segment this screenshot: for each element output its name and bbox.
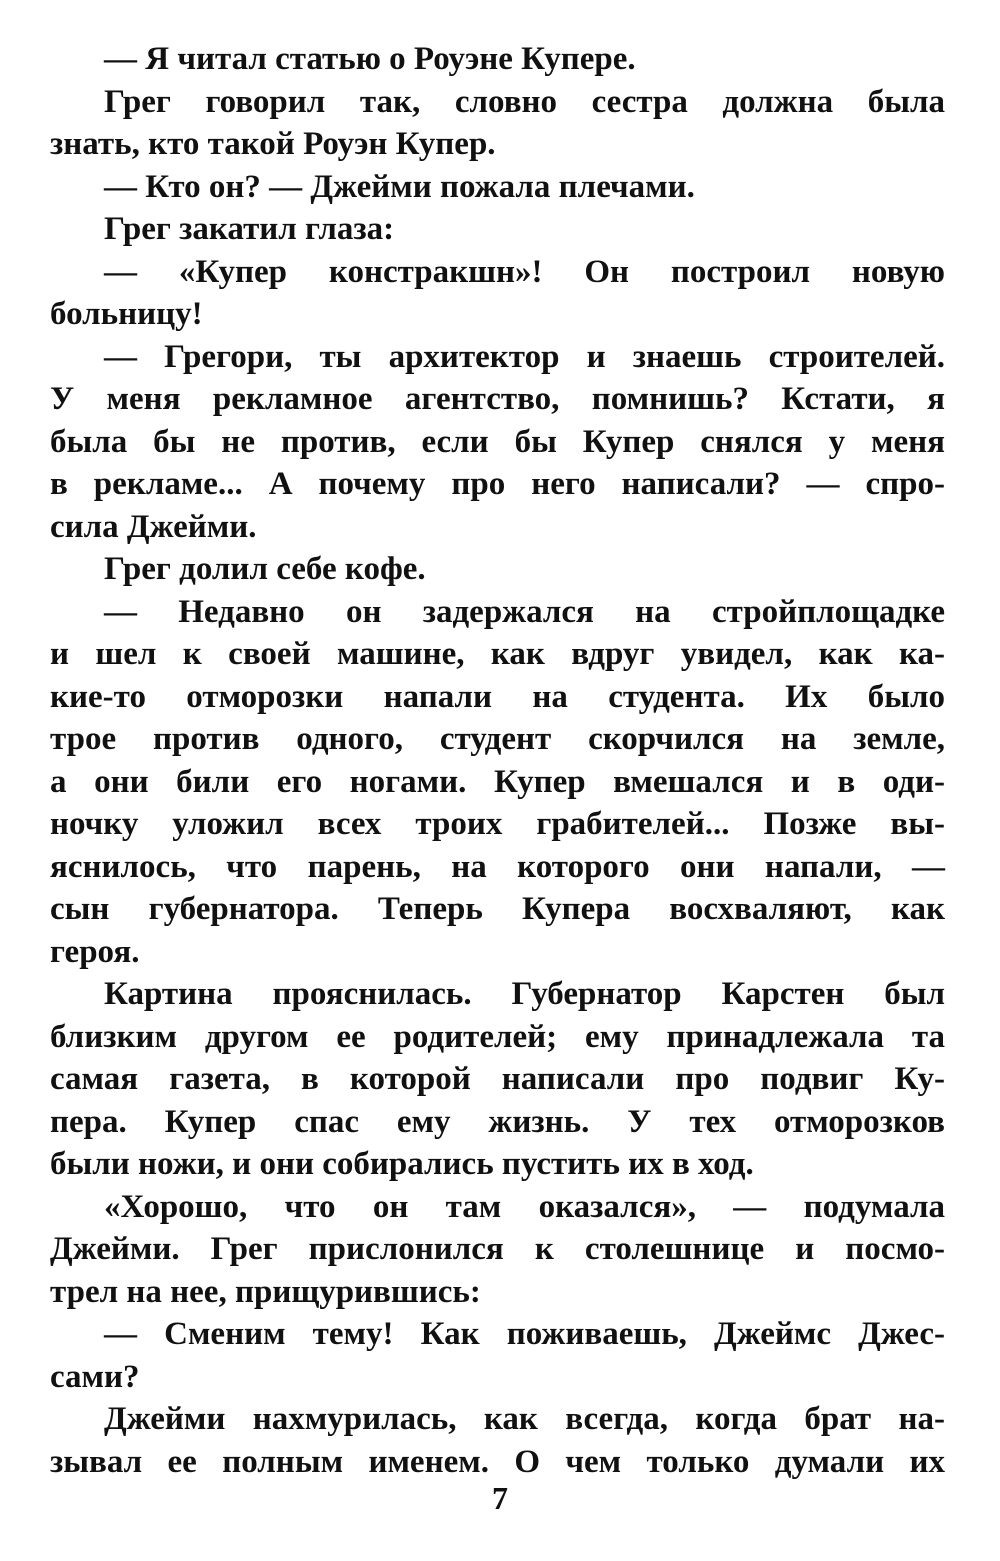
text-line: кие-то отморозки напали на студента. Их было: [50, 678, 945, 715]
text-line: Джейми. Грег прислонился к столешнице и посмо-: [50, 1231, 945, 1267]
text-line: Грег долил себе кофе.: [104, 551, 426, 587]
text-line: — Недавно он задержался на стройплощадке: [104, 593, 945, 630]
text-line: ночку уложил всех троих грабителей... Позже вы-: [50, 806, 945, 842]
text-line: трое против одного, студент скорчился на земле,: [50, 721, 945, 757]
text-line: Грег говорил так, словно сестра должна была: [104, 83, 945, 120]
text-line: близким другом ее родителей; ему принадлежала та: [50, 1018, 945, 1055]
text-line: — Грегори, ты архитектор и знаешь строителей.: [104, 338, 945, 375]
text-line: — Я читал статью о Роуэне Купере.: [104, 41, 636, 77]
text-line: сын губернатора. Теперь Купера восхваляют, как: [50, 891, 945, 927]
text-line: Картина прояснилась. Губернатор Карстен был: [104, 976, 945, 1012]
text-line: была бы не против, если бы Купер снялся у меня: [50, 423, 945, 460]
text-line: были ножи, и они собирались пустить их в ход.: [50, 1146, 754, 1182]
text-line: У меня рекламное агентство, помнишь? Кстати, я: [50, 381, 945, 417]
text-line: знать, кто такой Роуэн Купер.: [50, 126, 496, 162]
text-line: яснилось, что парень, на которого они напали, —: [50, 848, 945, 885]
text-line: самая газета, в которой написали про подвиг Ку-: [50, 1061, 945, 1097]
text-line: — «Купер констракшн»! Он построил новую: [104, 253, 945, 290]
text-line: зывал ее полным именем. О чем только думали их: [50, 1443, 945, 1480]
text-line: больницу!: [50, 296, 203, 332]
text-line: сила Джейми.: [50, 508, 257, 545]
text-line: — Кто он? — Джейми пожала плечами.: [104, 168, 695, 205]
text-line: в рекламе... А почему про него написали? — спро-: [50, 466, 945, 502]
text-line: Грег закатил глаза:: [104, 211, 395, 247]
text-line: «Хорошо, что он там оказался», — подумала: [104, 1188, 945, 1225]
text-line: Джейми нахмурилась, как всегда, когда брат на-: [104, 1401, 945, 1437]
text-line: а они били его ногами. Купер вмешался и в оди-: [50, 763, 945, 800]
page-text-body: [50, 38, 945, 1483]
page-number: 7: [492, 1480, 508, 1516]
text-line: сами?: [50, 1358, 140, 1395]
text-line: и шел к своей машине, как вдруг увидел, как ка-: [50, 636, 945, 672]
text-line: героя.: [50, 933, 140, 970]
text-line: — Сменим тему! Как поживаешь, Джеймс Джес-: [104, 1316, 945, 1352]
text-line: пера. Купер спас ему жизнь. У тех отморозков: [50, 1103, 945, 1140]
text-line: трел на нее, прищурившись:: [50, 1273, 481, 1310]
